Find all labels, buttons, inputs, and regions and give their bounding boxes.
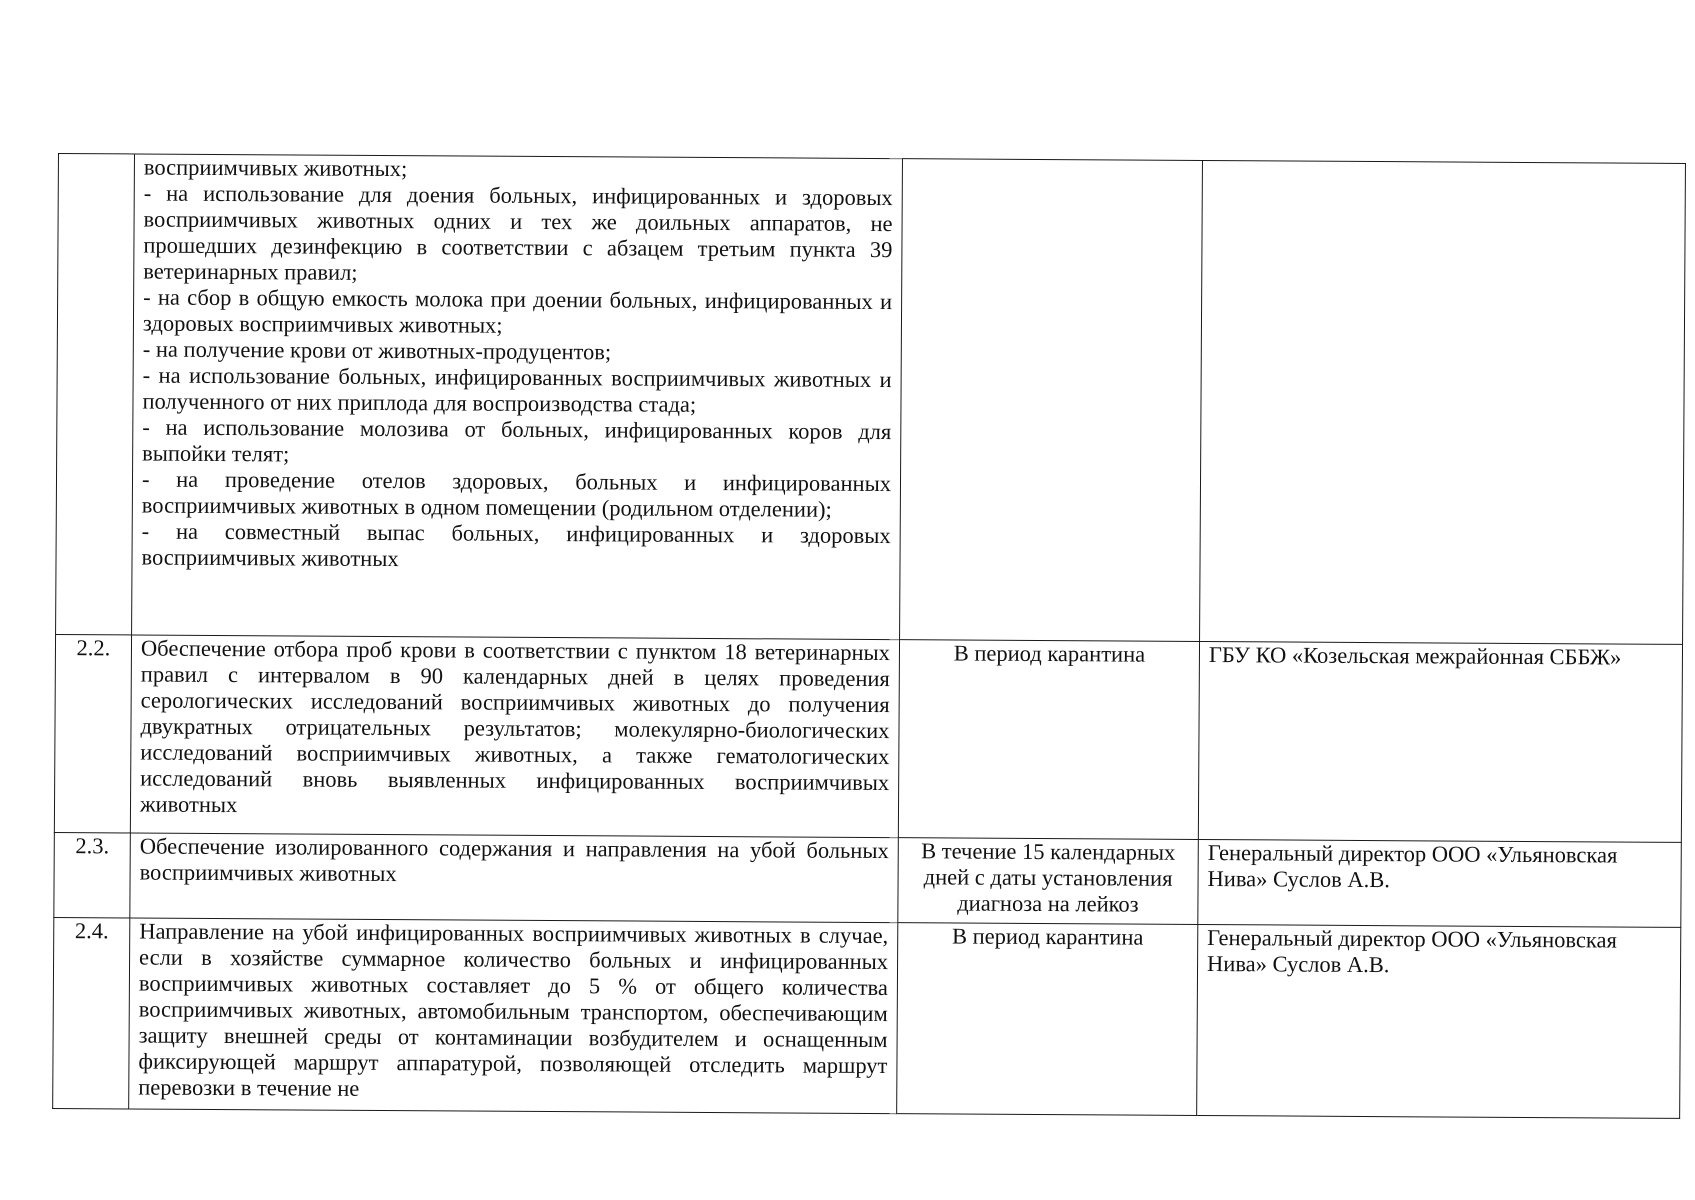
action-text: Обеспечение отбора проб крови в соответствии с пунктом 18 ветеринарных правил с интервалом в 90 календарных дней в целях проведения серологических исследований восприимчивых животных до получения двукратных отрицательных результатов; молекулярно-биологических исследований восприимчивых животных, а также гематологических исследований вновь выявленных инфицированных восприимчивых животных xyxy=(139,635,891,818)
term-cell: В период карантина xyxy=(897,923,1198,1116)
action-line: - на сбор в общую емкость молока при доении больных, инфицированных и здоровых восприимчивых животных; xyxy=(142,284,893,338)
responsible-cell: ГБУ КО «Козельская межрайонная СББЖ» xyxy=(1198,641,1682,842)
action-line: - на использование больных, инфицированных восприимчивых животных и полученного от них приплода для воспроизводства стада; xyxy=(142,362,892,417)
row-number-cell xyxy=(56,154,135,635)
action-line: - на использование молозива от больных, инфицированных коров для выпойки телят; xyxy=(142,414,892,467)
responsible-cell xyxy=(1200,160,1686,644)
table-row xyxy=(54,634,1682,842)
term-cell xyxy=(900,159,1203,642)
action-cell xyxy=(130,833,899,923)
term-cell: В течение 15 календарных дней с даты установления диагноза на лейкоз xyxy=(898,838,1199,925)
action-line: - на совместный выпас больных, инфицированных и здоровых восприимчивых животных xyxy=(141,518,891,572)
action-text: Обеспечение изолированного содержания и направления на убой больных восприимчивых животных xyxy=(139,833,889,887)
action-line: - на получение крови от животных-продуцентов; xyxy=(142,336,612,365)
table-row xyxy=(56,154,1686,645)
measures-table xyxy=(52,153,1686,1119)
table-row xyxy=(53,917,1681,1118)
row-number-cell: 2.2. xyxy=(54,634,131,832)
responsible-cell: Генеральный директор ООО «Ульяновская Нива» Суслов А.В. xyxy=(1197,924,1681,1118)
term-cell: В период карантина xyxy=(898,640,1199,840)
table-row xyxy=(54,832,1681,927)
action-cell xyxy=(130,635,899,838)
action-cell xyxy=(129,918,898,1114)
action-line: - на проведение отелов здоровых, больных и инфицированных восприимчивых животных в одном помещении (родильном отделении); xyxy=(141,466,892,522)
action-line: восприимчивых животных; xyxy=(143,154,408,182)
action-text: Направление на убой инфицированных восприимчивых животных в случае, если в хозяйстве суммарное количество больных и инфицированных восприимчивых животных составляет до 5 % от общего количества восприимчивых животных, автомобильным транспортом, обеспечивающим защиту внешней среды от контаминации возбудителем и оснащенным фиксирующей маршрут аппаратурой, позволяющей отследить маршрут перевозки в течение не xyxy=(138,918,889,1101)
action-line: - на использование для доения больных, инфицированных и здоровых восприимчивых животных одних и тех же доильных аппаратов, не прошедших дезинфекцию в соответствии с абзацем третьим пункта 39 ветеринарных правил; xyxy=(143,180,893,285)
row-number-cell: 2.4. xyxy=(53,917,130,1108)
responsible-cell: Генеральный директор ООО «Ульяновская Нива» Суслов А.В. xyxy=(1198,839,1682,927)
row-number-cell: 2.3. xyxy=(54,832,131,917)
action-cell xyxy=(132,154,903,640)
